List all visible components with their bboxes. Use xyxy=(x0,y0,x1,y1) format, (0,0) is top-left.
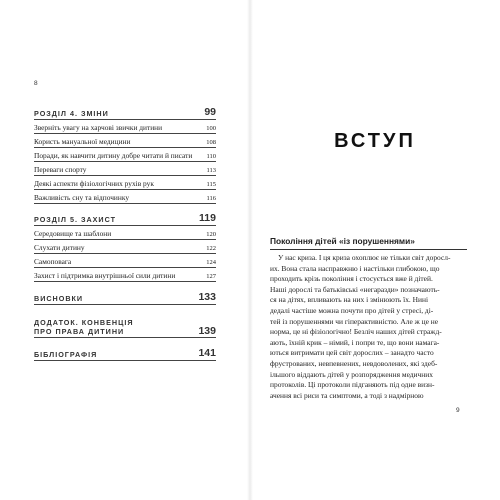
toc-heading-label: ВИСНОВКИ xyxy=(34,294,84,303)
toc-heading-line: ПРО ПРАВА ДИТИНИ xyxy=(34,327,125,336)
paragraph-line: тей із порушеннями чи гіперактивністю. Але ж це не xyxy=(270,316,439,326)
toc-spacer xyxy=(34,204,216,213)
toc-section-heading[interactable] xyxy=(34,213,216,226)
toc-entry-label: Слухати дитину xyxy=(34,243,85,252)
section-underline xyxy=(270,249,467,250)
toc-entry[interactable] xyxy=(34,120,216,134)
toc-page-number: 113 xyxy=(206,167,216,174)
toc-page-number: 99 xyxy=(204,106,216,118)
toc-page-number: 115 xyxy=(206,181,216,188)
toc-entry[interactable] xyxy=(34,162,216,176)
paragraph-line: У нас криза. І ця криза охоплює не тільки світ доросл- xyxy=(278,253,451,262)
paragraph-line: протоколів. Ці протоколи підганяють під одне визн- xyxy=(270,380,435,390)
toc-entry-label: Переваги спорту xyxy=(34,165,87,174)
toc-page-number: 141 xyxy=(198,347,216,359)
toc-page-number: 110 xyxy=(206,153,216,160)
paragraph-line: фрустрованих, невпевнених, невдоволених, які здеб- xyxy=(270,358,438,368)
toc-entry-label: Самоповага xyxy=(34,257,72,266)
toc-entry[interactable] xyxy=(34,176,216,190)
toc-page-number: 120 xyxy=(206,231,216,238)
toc-heading-line: ДОДАТОК. КОНВЕНЦІЯ xyxy=(34,318,134,327)
paragraph-line: Наші дорослі та батьківські «негаразди» позначають- xyxy=(270,284,440,294)
toc-heading-label: РОЗДІЛ 4. ЗМІНИ xyxy=(34,109,109,118)
toc-entry[interactable] xyxy=(34,134,216,148)
toc-page-number: 119 xyxy=(199,212,216,224)
toc-spacer xyxy=(34,305,216,315)
paragraph-line: ають, їхній крик – німий, і попри те, що вони намага- xyxy=(270,337,440,347)
toc-entry-label: Захист і підтримка внутрішньої сили дитини xyxy=(34,271,176,280)
left-page-number: 8 xyxy=(34,80,38,87)
toc-entry[interactable] xyxy=(34,190,216,204)
toc-entry-label: Важливість сну та відпочинку xyxy=(34,193,130,202)
toc-section-heading[interactable] xyxy=(34,107,216,120)
toc-page-number: 133 xyxy=(198,291,216,303)
toc-entry[interactable] xyxy=(34,226,216,240)
toc-page-number: 124 xyxy=(206,259,216,266)
toc-heading-label xyxy=(34,318,198,336)
paragraph-line: их. Вона стала насправжню і настільки глибокою, що xyxy=(270,263,440,273)
toc-heading-label: БІБЛІОГРАФІЯ xyxy=(34,350,98,359)
toc-page-number: 139 xyxy=(198,325,216,337)
paragraph-line: ачення всі риси та симптоми, а тоді з надмірною xyxy=(270,390,424,400)
right-page-number: 9 xyxy=(456,407,460,414)
book-gutter xyxy=(247,0,253,500)
toc-entry[interactable] xyxy=(34,268,216,282)
toc-entry[interactable] xyxy=(34,240,216,254)
toc-page-number: 116 xyxy=(206,195,216,202)
toc-entry-label: Користь мануальної медицини xyxy=(34,137,131,146)
toc-section-heading[interactable] xyxy=(34,348,216,361)
toc-spacer xyxy=(34,282,216,292)
toc-page-number: 100 xyxy=(206,125,216,132)
toc-entry-label: Середовище та шаблони xyxy=(34,229,112,238)
intro-paragraph xyxy=(270,253,470,401)
table-of-contents xyxy=(34,107,216,361)
section-title: Покоління дітей «із порушеннями» xyxy=(270,236,415,246)
toc-page-number: 122 xyxy=(206,245,216,252)
toc-entry-label: Деякі аспекти фізіологічних рухів рук xyxy=(34,179,154,188)
toc-section-heading[interactable] xyxy=(34,292,216,305)
toc-entry[interactable] xyxy=(34,148,216,162)
paragraph-line: ються витримати цей світ дорослих – занадто часто xyxy=(270,348,434,358)
toc-entry-label: Поради, як навчити дитину добре читати й писати xyxy=(34,151,193,160)
toc-entry-label: Зверніть увагу на харчові звички дитини xyxy=(34,123,163,132)
paragraph-line: ільшого віддають дітей у розпорядження медичних xyxy=(270,369,433,379)
chapter-title: ВСТУП xyxy=(334,130,416,152)
paragraph-line: ся на дітях, впливають на них і змінюють їх. Нині xyxy=(270,295,429,305)
toc-heading-label: РОЗДІЛ 5. ЗАХИСТ xyxy=(34,215,116,224)
paragraph-line: проходить крізь покоління і стосується вже й дітей. xyxy=(270,274,433,284)
right-page xyxy=(250,0,500,500)
paragraph-line: дедалі частіше можна почути про дітей у стресі, ді- xyxy=(270,305,434,315)
toc-page-number: 127 xyxy=(206,273,216,280)
toc-spacer xyxy=(34,338,216,348)
toc-section-heading[interactable] xyxy=(34,315,216,338)
toc-page-number: 108 xyxy=(206,139,216,146)
paragraph-line: норма, це ні фізіологічно! Безліч наших дітей стражд- xyxy=(270,327,442,337)
toc-entry[interactable] xyxy=(34,254,216,268)
